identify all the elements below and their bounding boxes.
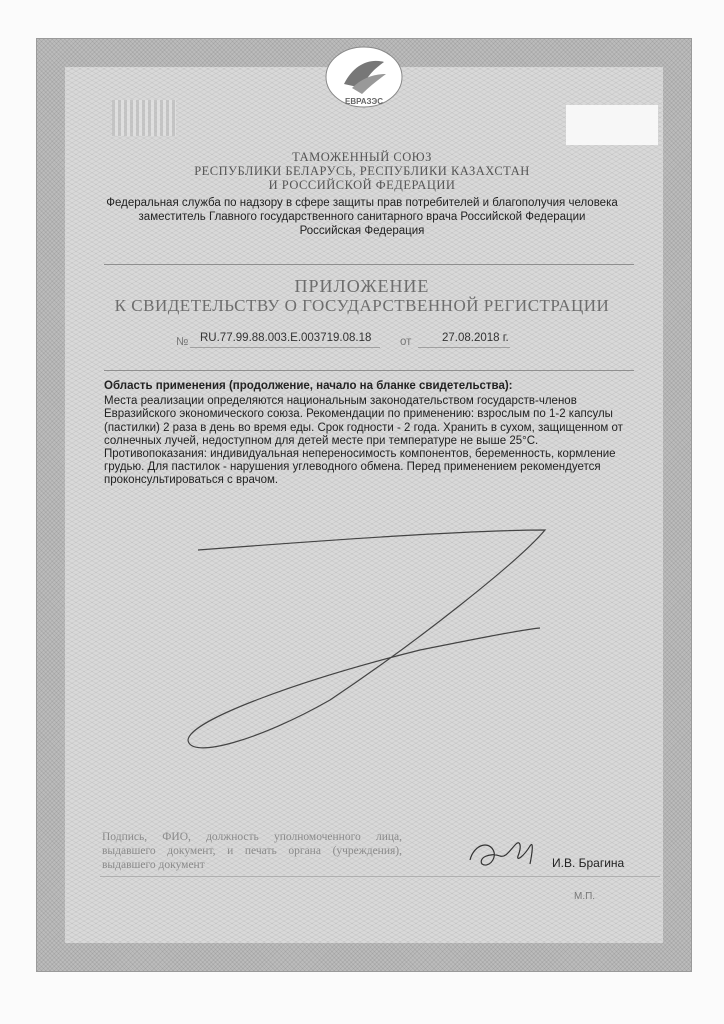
body-paragraph-usage: Места реализации определяются национальным законодательством государств-членов Евразийского экономического союза. Рекомендации по применению: взрослым по 1-2 капсулы (пастилки) 2 раза в день во время еды. Срок годности - 2 года. Хранить в сухом, защищенном от солнечных лучей, недоступном для детей месте при температуре не выше 25°С.: [104, 395, 623, 447]
registration-number: RU.77.99.88.003.E.003719.08.18: [200, 332, 372, 344]
customs-union-header: [90, 150, 634, 192]
handwritten-signature-icon: [460, 826, 550, 878]
document-subtitle: К СВИДЕТЕЛЬСТВУ О ГОСУДАРСТВЕННОЙ РЕГИСТРАЦИИ: [114, 296, 610, 315]
union-line-1: ТАМОЖЕННЫЙ СОЮЗ: [292, 150, 432, 164]
stamp-placeholder: М.П.: [574, 891, 596, 902]
document-title: ПРИЛОЖЕНИЕ: [294, 276, 430, 296]
signature-underline: [100, 876, 660, 877]
body-title: Область применения (продолжение, начало на бланке свидетельства):: [104, 380, 513, 392]
registration-date: 27.08.2018 г.: [442, 332, 509, 344]
divider: [104, 264, 634, 265]
signer-name: И.В. Брагина: [552, 856, 625, 870]
eurasec-emblem-icon: [322, 44, 406, 114]
date-underline: [418, 347, 510, 348]
emblem-text: ЕВРАЗЭС: [344, 97, 384, 106]
signature-caption: Подпись, ФИО, должность уполномоченного лица, выдавшего документ, и печать органа (учреждения), выдавшего документ: [102, 831, 402, 871]
union-line-3: И РОССИЙСКОЙ ФЕДЕРАЦИИ: [268, 178, 456, 192]
agency-line-3: Российская Федерация: [299, 225, 425, 237]
issuing-agency: [90, 196, 634, 238]
blank-badge: [566, 105, 658, 145]
body-paragraph-contraindications: Противопоказания: индивидуальная непереносимость компонентов, беременность, кормление грудью. Для пастилок - нарушения углеводного обмена. Перед применением рекомендуется проконсультироваться с врачом.: [104, 448, 616, 487]
document-body: [104, 380, 634, 488]
number-underline: [190, 347, 380, 348]
agency-line-2: заместитель Главного государственного санитарного врача Российской Федерации: [138, 211, 586, 223]
decorative-pattern: [112, 100, 176, 136]
divider: [104, 370, 634, 371]
date-prefix: от: [400, 336, 412, 348]
agency-line-1: Федеральная служба по надзору в сфере защиты прав потребителей и благополучия человека: [106, 197, 618, 209]
number-prefix: №: [176, 336, 189, 348]
union-line-2: РЕСПУБЛИКИ БЕЛАРУСЬ, РЕСПУБЛИКИ КАЗАХСТАН: [194, 164, 530, 178]
